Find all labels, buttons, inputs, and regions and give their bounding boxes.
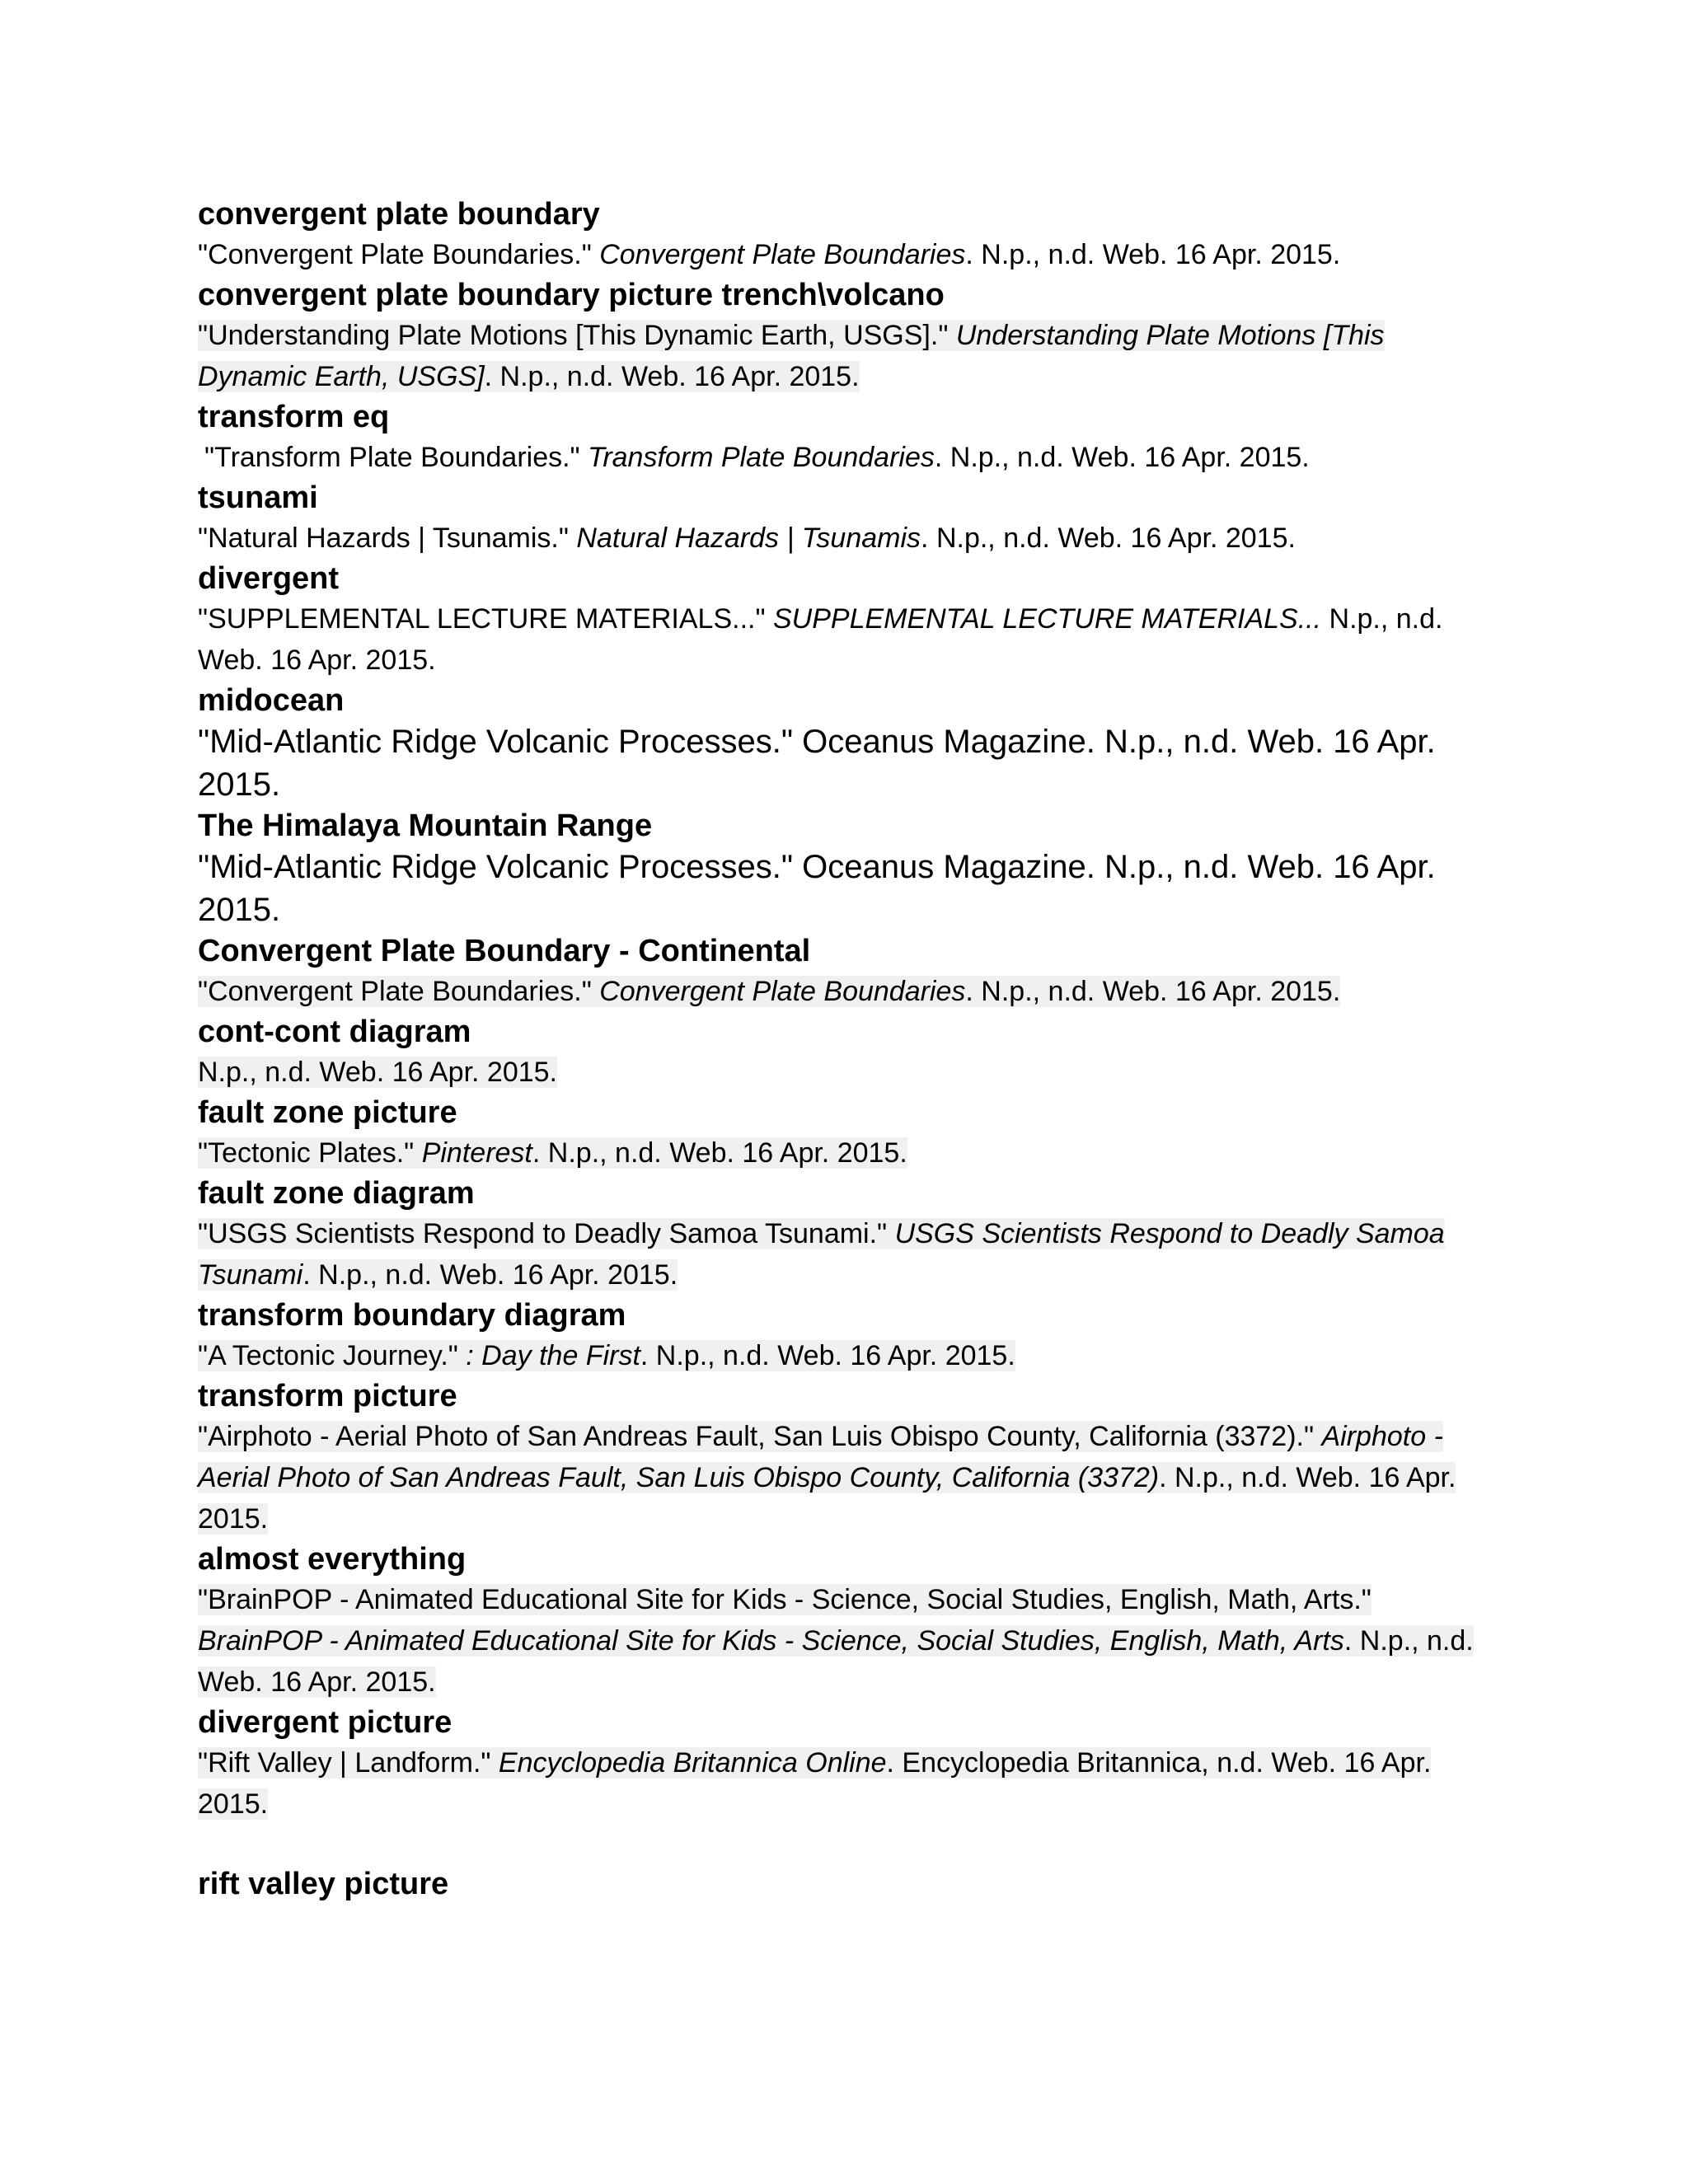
- entry-heading: cont-cont diagram: [198, 1015, 471, 1049]
- citation-text: "Natural Hazards | Tsunamis.": [198, 523, 577, 554]
- citation-title: BrainPOP - Animated Educational Site for Kids - Science, Social Studies, English, Math, Arts: [198, 1625, 1344, 1657]
- citation-text: "Understanding Plate Motions [This Dynamic Earth, USGS].": [198, 320, 956, 351]
- citation: [198, 1742, 1500, 1825]
- entry-heading: tsunami: [198, 480, 318, 515]
- citation-text: . N.p., n.d. Web. 16 Apr. 2015.: [640, 1340, 1015, 1371]
- citation-title: SUPPLEMENTAL LECTURE MATERIALS...: [773, 603, 1322, 635]
- citation-title: Convergent Plate Boundaries: [599, 239, 966, 270]
- entry-heading: almost everything: [198, 1542, 467, 1577]
- citation-text: "Convergent Plate Boundaries.": [198, 976, 600, 1007]
- citation: [198, 1335, 1500, 1376]
- citation-text: . N.p., n.d. Web. 16 Apr. 2015.: [965, 976, 1341, 1007]
- blank-line: [198, 1825, 1500, 1864]
- entry-heading: rift valley picture: [198, 1867, 449, 1901]
- citation-title: Pinterest: [421, 1137, 532, 1169]
- citation-text: . N.p., n.d. Web. 16 Apr. 2015.: [302, 1259, 678, 1291]
- citation-text: . N.p., n.d. Web. 16 Apr. 2015.: [484, 361, 860, 392]
- entry-heading: divergent: [198, 561, 340, 596]
- citation-text: . N.p., n.d. Web. 16 Apr. 2015.: [198, 1462, 1456, 1535]
- entry-heading: fault zone diagram: [198, 1176, 475, 1211]
- citation-text: "SUPPLEMENTAL LECTURE MATERIALS...": [198, 603, 773, 635]
- citation-title: Understanding Plate Motions [This Dynamic Earth, USGS]: [198, 320, 1385, 392]
- citation-title: : Day the First: [466, 1340, 640, 1371]
- citation-text: . N.p., n.d. Web. 16 Apr. 2015.: [198, 1625, 1474, 1698]
- document-page: [198, 194, 1500, 1904]
- citation: [198, 1416, 1500, 1540]
- entry-heading: The Himalaya Mountain Range: [198, 808, 653, 843]
- citation-text: "A Tectonic Journey.": [198, 1340, 467, 1371]
- citation-text: "Tectonic Plates.": [198, 1137, 422, 1169]
- citation-text: "Convergent Plate Boundaries.": [198, 239, 600, 270]
- citation-title: Encyclopedia Britannica Online: [498, 1747, 887, 1779]
- citation: [198, 234, 1500, 275]
- citation-text: N.p., n.d. Web. 16 Apr. 2015.: [198, 1057, 557, 1088]
- citation-text: . N.p., n.d. Web. 16 Apr. 2015.: [921, 523, 1296, 554]
- citation-text: "USGS Scientists Respond to Deadly Samoa Tsunami.": [198, 1218, 895, 1249]
- citation: [198, 315, 1500, 397]
- citation-text: N.p., n.d. Web. 16 Apr. 2015.: [198, 603, 1443, 676]
- citation: [198, 518, 1500, 559]
- citation: [198, 971, 1500, 1012]
- citation-text: "BrainPOP - Animated Educational Site for Kids - Science, Social Studies, English, Math, Arts.": [198, 1584, 1372, 1615]
- entry-heading: divergent picture: [198, 1705, 452, 1740]
- entry-heading: transform eq: [198, 400, 390, 434]
- citation-title: Transform Plate Boundaries: [588, 442, 935, 473]
- citation-text: . N.p., n.d. Web. 16 Apr. 2015.: [532, 1137, 907, 1169]
- entry-heading: transform picture: [198, 1379, 457, 1413]
- citation: [198, 437, 1500, 478]
- citation: [198, 1132, 1500, 1174]
- entry-heading: transform boundary diagram: [198, 1298, 626, 1333]
- citation-title: Natural Hazards | Tsunamis: [576, 523, 921, 554]
- entry-heading: Convergent Plate Boundary - Continental: [198, 934, 811, 968]
- citation: [198, 598, 1500, 681]
- citation-text: "Rift Valley | Landform.": [198, 1747, 499, 1779]
- citation-text: "Transform Plate Boundaries.": [204, 442, 588, 473]
- citation-title: USGS Scientists Respond to Deadly Samoa Tsunami: [198, 1218, 1445, 1291]
- citation: [198, 1052, 1500, 1093]
- entry-heading: convergent plate boundary: [198, 197, 600, 232]
- citation-text: "Airphoto - Aerial Photo of San Andreas Fault, San Luis Obispo County, California (3372).": [198, 1421, 1322, 1452]
- citation-text: . Encyclopedia Britannica, n.d. Web. 16 Apr. 2015.: [198, 1747, 1432, 1820]
- citation: "Mid-Atlantic Ridge Volcanic Processes." Oceanus Magazine. N.p., n.d. Web. 16 Apr. 2015.: [198, 724, 1436, 803]
- citation-text: . N.p., n.d. Web. 16 Apr. 2015.: [965, 239, 1341, 270]
- citation: [198, 1579, 1500, 1703]
- citation: [198, 1213, 1500, 1296]
- citation-title: Convergent Plate Boundaries: [599, 976, 966, 1007]
- citation: "Mid-Atlantic Ridge Volcanic Processes." Oceanus Magazine. N.p., n.d. Web. 16 Apr. 2015.: [198, 849, 1436, 928]
- citation-title: Airphoto - Aerial Photo of San Andreas Fault, San Luis Obispo County, California (3372): [198, 1421, 1443, 1493]
- entry-heading: fault zone picture: [198, 1095, 457, 1130]
- entry-heading: convergent plate boundary picture trench\volcano: [198, 278, 945, 312]
- entry-heading: midocean: [198, 683, 345, 718]
- citation-text: . N.p., n.d. Web. 16 Apr. 2015.: [934, 442, 1310, 473]
